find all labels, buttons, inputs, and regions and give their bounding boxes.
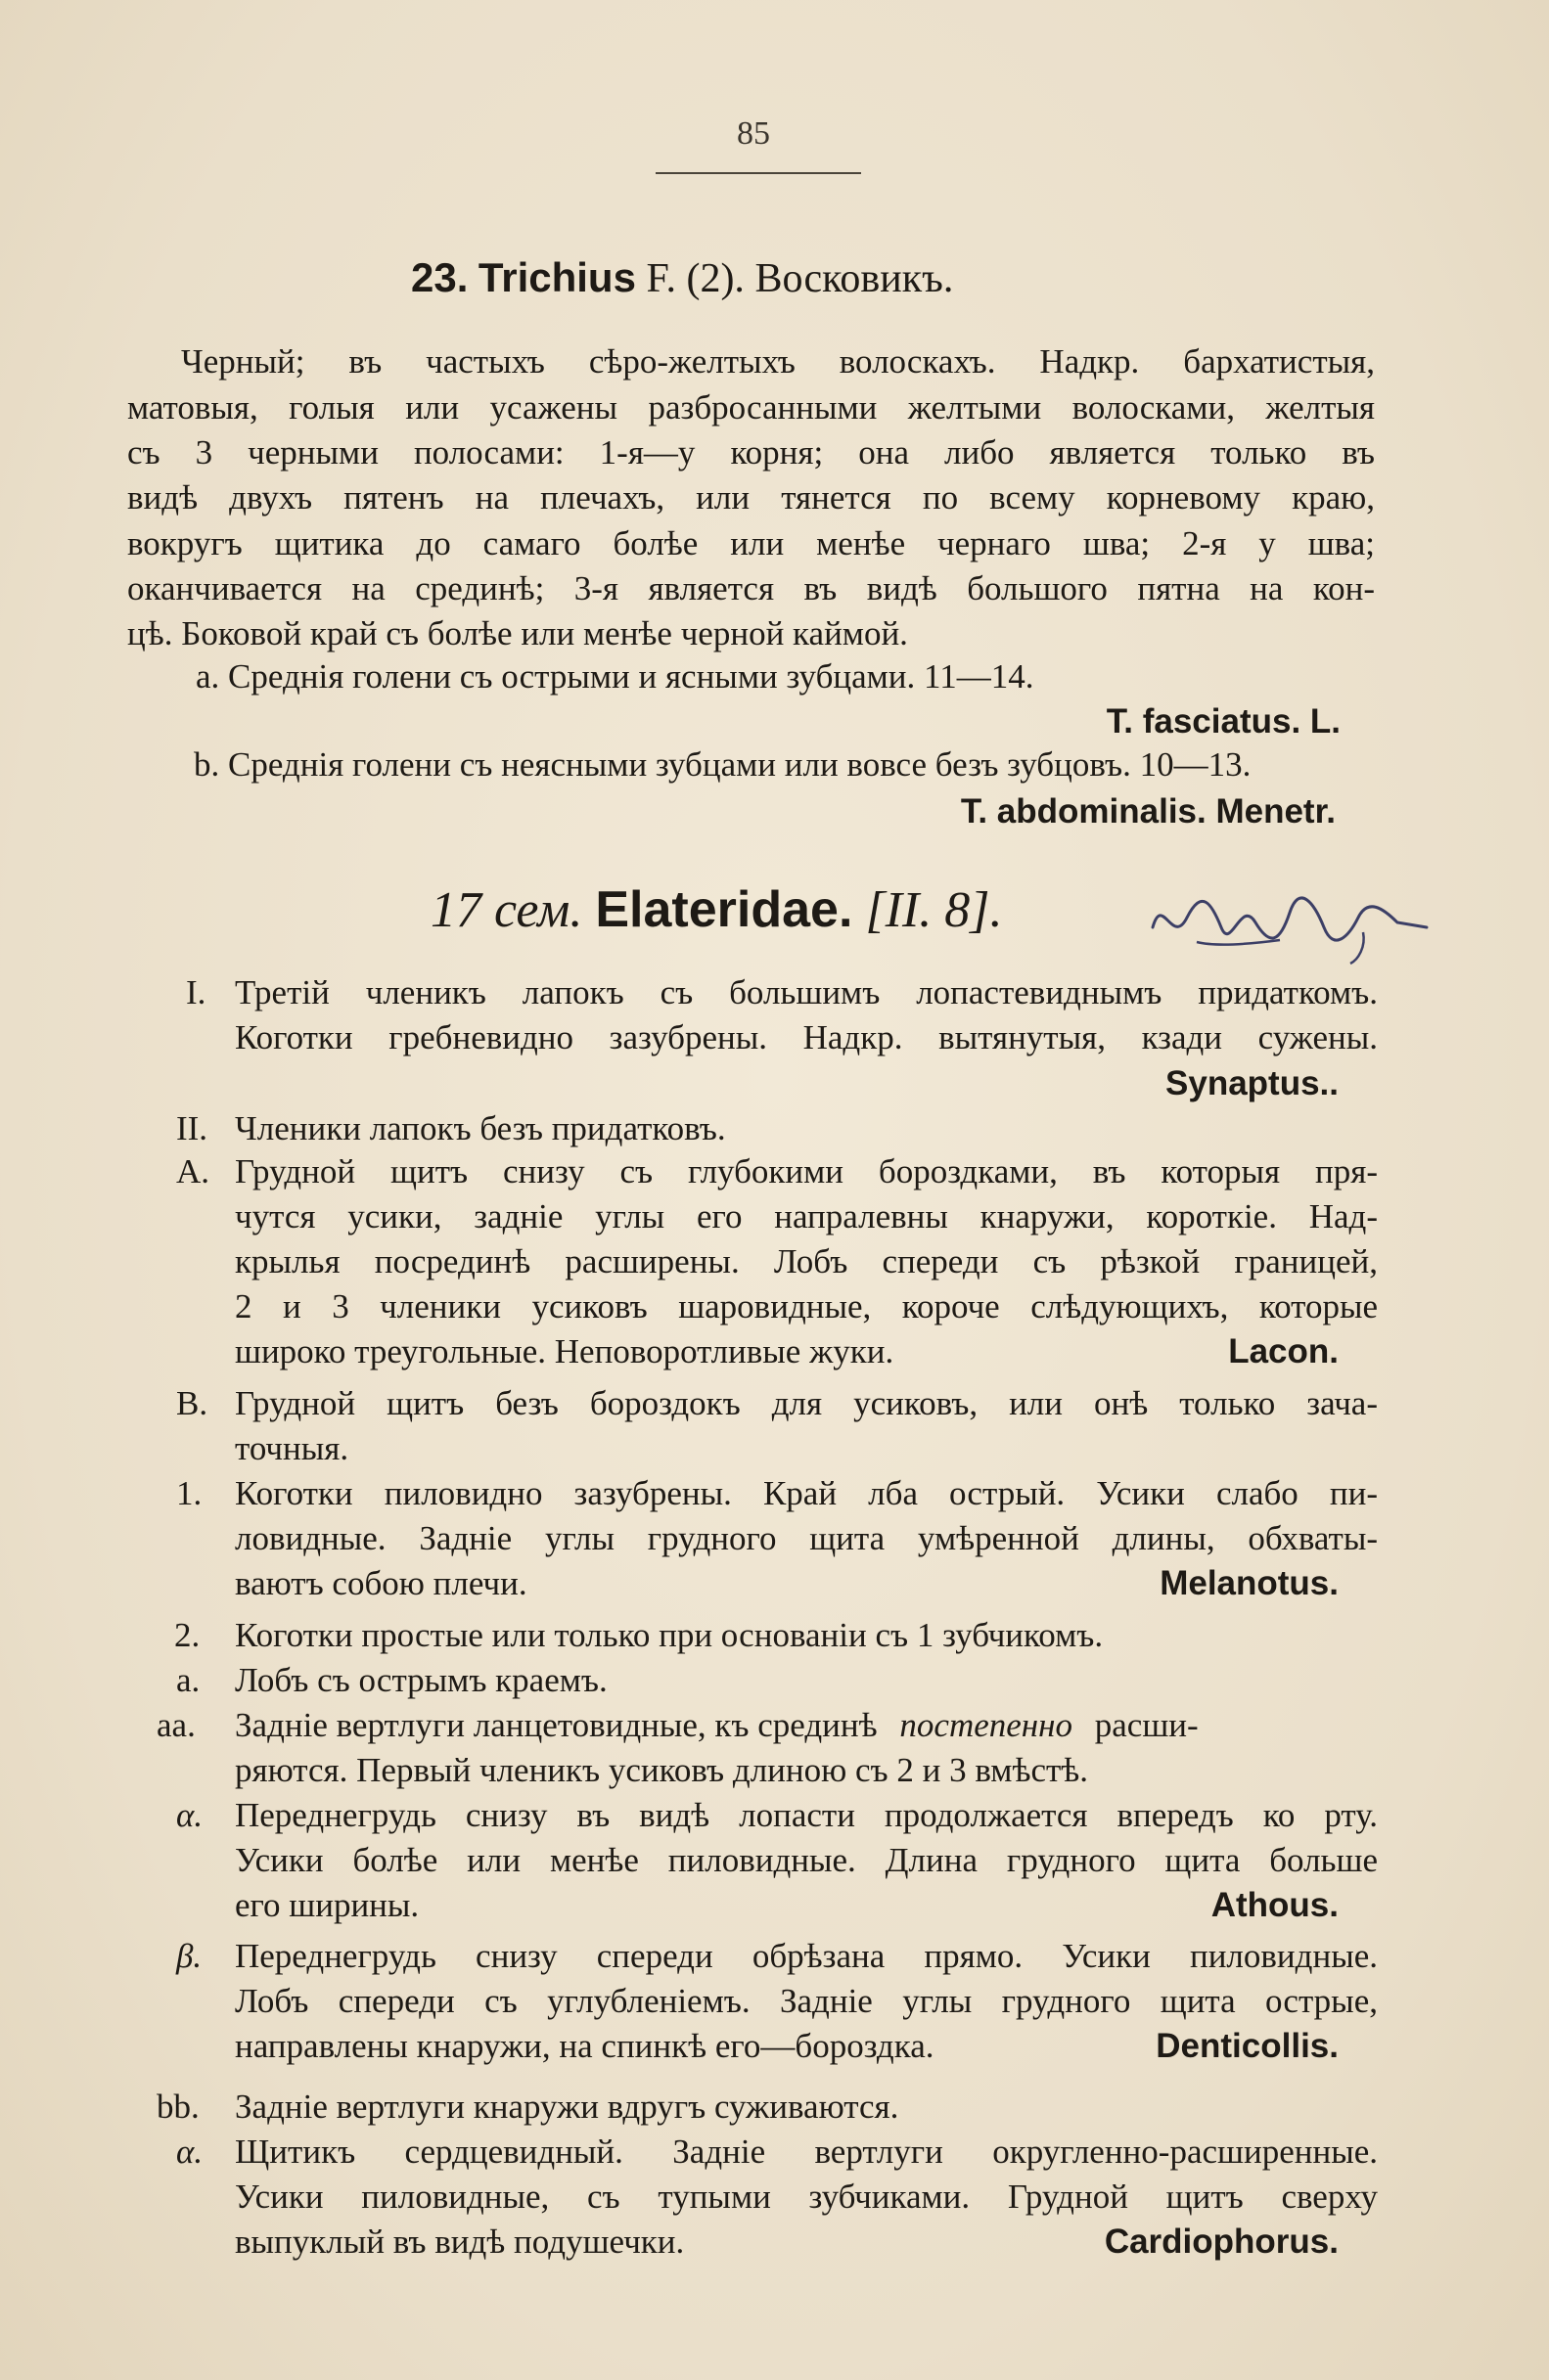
heading-count: (2). xyxy=(686,256,745,301)
entry-2-label: 2. xyxy=(174,1616,201,1654)
entry-a-line-1: Лобъ съ острымъ краемъ. xyxy=(235,1661,608,1699)
item-b xyxy=(194,743,1378,786)
entry-B-line-2: точныя. xyxy=(235,1429,349,1467)
para1-line-6: оканчивается на срединѣ; 3-я является въ видѣ большого пятна на кон- xyxy=(127,569,1375,607)
entry-aa-tail: расши- xyxy=(1094,1706,1199,1744)
entry-alpha-genus: Athous. xyxy=(1210,1886,1339,1924)
entry-alpha-label: α. xyxy=(176,1796,204,1834)
para1-line-4: видѣ двухъ пятенъ на плечахъ, или тянется по всему корневому краю, xyxy=(127,478,1375,516)
family-name: Elateridae. xyxy=(595,881,853,938)
entry-aa-label: aa. xyxy=(157,1706,196,1744)
entry-I-line-2: Коготки гребневидно зазубрены. Надкр. вытянутыя, кзади сужены. xyxy=(235,1018,1378,1056)
page-number-rule xyxy=(656,172,861,174)
heading-author: F. xyxy=(646,256,676,301)
entry-A-line-4: 2 и 3 членики усиковъ шаровидные, короче слѣдующихъ, которые xyxy=(235,1287,1378,1325)
heading-genus: Trichius xyxy=(478,254,636,300)
entry-1-line-2: ловидные. Задніе углы грудного щита умѣренной длины, обхваты- xyxy=(235,1519,1378,1557)
item-a-label: a. xyxy=(196,657,220,696)
entry-1-genus: Melanotus. xyxy=(1160,1564,1339,1602)
entry-bb-label: bb. xyxy=(157,2088,200,2126)
entry-beta-line-1: Переднегрудь снизу спереди обрѣзана прямо. Усики пиловидные. xyxy=(235,1937,1378,1975)
heading-number: 23. xyxy=(411,254,469,300)
entry-1-label: 1. xyxy=(176,1474,203,1512)
entry-B-label: B. xyxy=(176,1384,208,1422)
entry-1-line-1: Коготки пиловидно зазубрены. Край лба острый. Усики слабо пи- xyxy=(235,1474,1378,1512)
genus-heading xyxy=(411,256,953,300)
item-a-text: Среднія голени съ острыми и ясными зубцами. 11—14. xyxy=(228,657,1034,696)
item-a xyxy=(196,655,1034,698)
entry-aa-line-1 xyxy=(235,1704,1199,1747)
para1-line-7: цѣ. Боковой край съ болѣе или менѣе черной каймой. xyxy=(127,614,908,652)
page-number: 85 xyxy=(737,115,770,152)
entry-beta-label: β. xyxy=(176,1937,203,1975)
entry-alpha2-line-2: Усики пиловидные, съ тупыми зубчиками. Грудной щитъ сверху xyxy=(235,2178,1378,2216)
entry-beta-genus: Denticollis. xyxy=(1156,2027,1339,2065)
para1-line-1: Черный; въ частыхъ сѣро-желтыхъ волоскахъ. Надкр. бархатистыя, xyxy=(181,342,1375,381)
entry-B-line-1: Грудной щитъ безъ бороздокъ для усиковъ, или онѣ только зача- xyxy=(235,1384,1378,1422)
entry-2-line-1: Коготки простые или только при основаніи съ 1 зубчикомъ. xyxy=(235,1616,1104,1654)
item-b-species: T. abdominalis. Menetr. xyxy=(960,792,1336,831)
entry-A-genus: Lacon. xyxy=(1228,1332,1339,1370)
family-reference: [II. 8]. xyxy=(865,882,1003,938)
item-a-species: T. fasciatus. L. xyxy=(1106,702,1341,741)
heading-russian-name: Восковикъ. xyxy=(754,256,954,301)
entry-bb-line-1: Задніе вертлуги кнаружи вдругъ суживаются. xyxy=(235,2088,899,2126)
para1-line-3: съ 3 черными полосами: 1-я—у корня; она либо является только въ xyxy=(127,433,1375,472)
entry-1-line-3: ваютъ собою плечи. xyxy=(235,1564,527,1602)
entry-alpha2-line-3: выпуклый въ видѣ подушечки. xyxy=(235,2223,685,2261)
family-heading xyxy=(431,880,1003,940)
entry-I-label: I. xyxy=(186,973,206,1011)
entry-alpha2-label: α. xyxy=(176,2133,204,2171)
para1-line-5: вокругъ щитика до самаго болѣе или менѣе чернаго шва; 2-я у шва; xyxy=(127,524,1375,562)
entry-alpha2-line-1: Щитикъ сердцевидный. Задніе вертлуги округленно-расширенные. xyxy=(235,2133,1378,2171)
item-b-text: Среднія голени съ неясными зубцами или вовсе безъ зубцовъ. 10—13. xyxy=(228,745,1252,784)
entry-II-line-1: Членики лапокъ безъ придатковъ. xyxy=(235,1109,726,1147)
entry-a-label: a. xyxy=(176,1661,201,1699)
family-number: 17 сем. xyxy=(431,882,583,938)
handwritten-annotation xyxy=(1143,874,1436,966)
entry-aa-text: Задніе вертлуги ланцетовидные, къ срединѣ xyxy=(235,1706,878,1744)
entry-A-line-1: Грудной щитъ снизу съ глубокими бороздками, въ которыя пря- xyxy=(235,1152,1378,1190)
entry-A-line-5: широко треугольные. Неповоротливые жуки. xyxy=(235,1332,894,1370)
entry-alpha2-genus: Cardiophorus. xyxy=(1104,2223,1339,2261)
entry-beta-line-3: направлены кнаружи, на спинкѣ его—бороздка. xyxy=(235,2027,934,2065)
entry-aa-italic: постепенно xyxy=(899,1706,1073,1744)
entry-alpha-line-2: Усики болѣе или менѣе пиловидные. Длина грудного щита больше xyxy=(235,1841,1378,1879)
entry-A-line-2: чутся усики, задніе углы его напралевны кнаружи, короткіе. Над- xyxy=(235,1197,1378,1235)
item-b-label: b. xyxy=(194,745,220,784)
entry-II-label: II. xyxy=(176,1109,208,1147)
entry-A-line-3: крылья посрединѣ расширены. Лобъ спереди съ рѣзкой границей, xyxy=(235,1242,1378,1280)
entry-alpha-line-1: Переднегрудь снизу въ видѣ лопасти продолжается впередъ ко рту. xyxy=(235,1796,1378,1834)
para1-line-2: матовыя, голыя или усажены разбросанными желтыми волосками, желтыя xyxy=(127,388,1375,427)
entry-I-line-1: Третій членикъ лапокъ съ большимъ лопастевиднымъ придаткомъ. xyxy=(235,973,1378,1011)
entry-alpha-line-3: его ширины. xyxy=(235,1886,420,1924)
entry-A-label: A. xyxy=(176,1152,210,1190)
entry-aa-line-2: ряются. Первый членикъ усиковъ длиною съ 2 и 3 вмѣстѣ. xyxy=(235,1751,1089,1789)
entry-I-genus: Synaptus.. xyxy=(1165,1064,1339,1102)
entry-beta-line-2: Лобъ спереди съ углубленіемъ. Задніе углы грудного щита острые, xyxy=(235,1982,1378,2020)
